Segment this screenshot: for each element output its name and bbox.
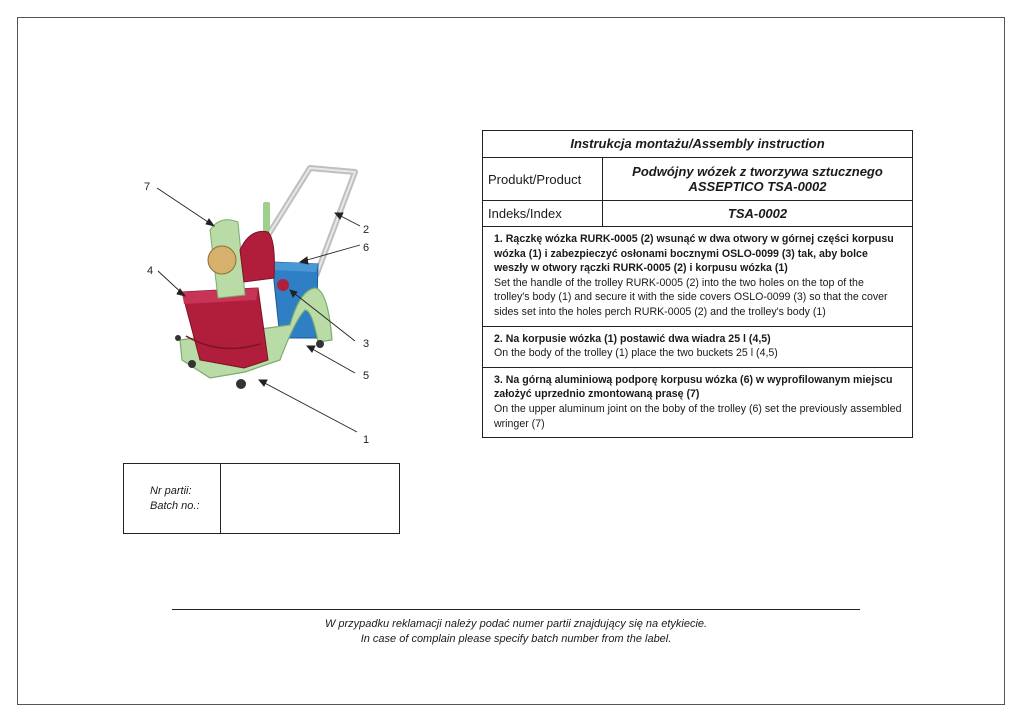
step-2	[483, 326, 912, 367]
batch-value-field	[221, 464, 399, 533]
step-1	[483, 226, 912, 326]
batch-number-table	[123, 463, 400, 534]
step-1-en: Set the handle of the trolley RURK-0005 (2) into the two holes on the top of the trolley's body (1) and secure it with the side covers OSLO-0099 (3) so that the cover sides set into the holes perch RURK-0005 (2) and the trolley's body (1)	[494, 276, 888, 318]
step-2-pl: 2. Na korpusie wózka (1) postawić dwa wiadra 25 l (4,5)	[494, 332, 771, 345]
product-row	[483, 157, 912, 200]
footer-note	[172, 617, 860, 647]
callout-7: 7	[144, 181, 151, 193]
step-1-pl: 1. Rączkę wózka RURK-0005 (2) wsunąć w dwa otwory w górnej części korpusu wózka (1) i zabezpieczyć osłonami bocznymi OSLO-0099 (3) tak, aby bolce weszły w otwory rączki RURK-0005 (2) i korpusu wózka (1)	[494, 233, 894, 275]
callout-3: 3	[363, 338, 370, 350]
product-value	[603, 158, 912, 200]
batch-label-pl: Nr partii:	[150, 484, 192, 497]
step-3-en: On the upper aluminum joint on the boby of the trolley (6) set the previously assembled wringer (7)	[494, 402, 902, 430]
batch-label-en: Batch no.:	[150, 499, 200, 512]
footer-note-pl: W przypadku reklamacji należy podać numer partii znajdujący się na etykiecie.	[324, 618, 708, 630]
callout-2: 2	[363, 224, 370, 236]
footer-divider	[172, 609, 860, 610]
footer-note-en: In case of complain please specify batch number from the label.	[360, 633, 672, 645]
assembly-instruction-table	[482, 130, 913, 438]
index-row	[483, 200, 912, 226]
batch-label	[124, 464, 221, 533]
product-model: ASSEPTICO TSA-0002	[688, 179, 827, 194]
step-3-pl: 3. Na górną aluminiową podporę korpusu wózka (6) w wyprofilowanym miejscu założyć uprzednio zmontowaną prasę (7)	[494, 373, 893, 401]
instruction-title: Instrukcja montażu/Assembly instruction	[570, 136, 825, 151]
index-label: Indeks/Index	[483, 201, 603, 226]
product-label: Produkt/Product	[483, 158, 603, 200]
callout-6: 6	[363, 242, 370, 254]
product-name: Podwójny wózek z tworzywa sztucznego	[632, 164, 883, 179]
step-2-en: On the body of the trolley (1) place the two buckets 25 l (4,5)	[494, 347, 778, 360]
callout-1: 1	[363, 434, 370, 446]
callout-5: 5	[363, 370, 370, 382]
callout-4: 4	[147, 265, 154, 277]
index-value: TSA-0002	[727, 206, 788, 221]
step-3	[483, 367, 912, 437]
